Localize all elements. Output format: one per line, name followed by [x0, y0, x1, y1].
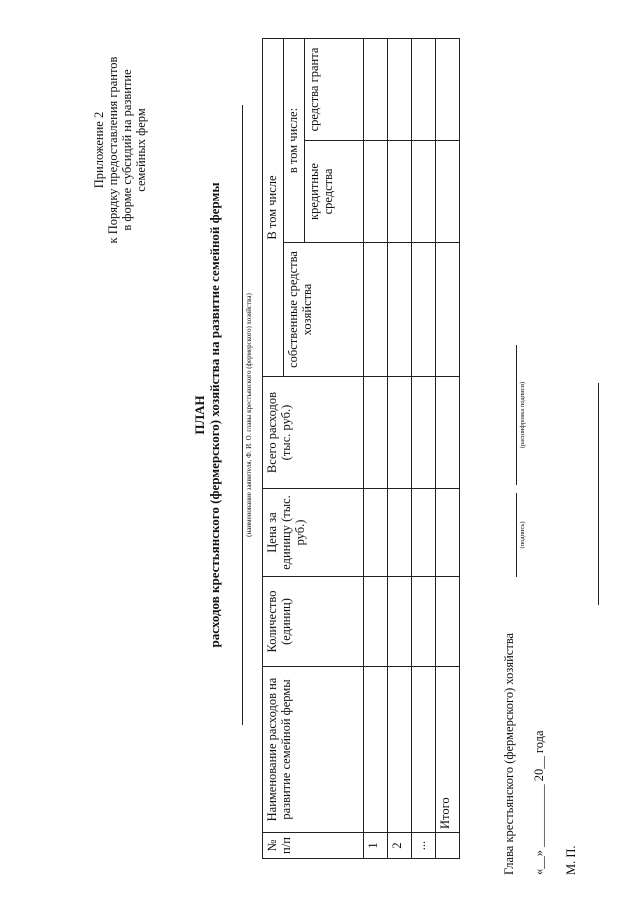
- appendix-line: в форме субсидий на развитие: [120, 69, 134, 231]
- cell-expense-name: [412, 667, 436, 833]
- header-quantity: Количество (единиц): [263, 577, 364, 667]
- header-expense-name: Наименование расходов на развитие семейной фермы: [263, 667, 364, 833]
- cell-grant-funds: [388, 38, 412, 140]
- signature-line: [516, 493, 517, 577]
- appendix-title: Приложение 2: [92, 111, 106, 189]
- farm-head-label: Глава крестьянского (фермерского) хозяйства: [502, 632, 516, 875]
- cell-own-funds: [364, 243, 388, 377]
- cell-credit-funds: [388, 141, 412, 243]
- cell-credit-funds: [436, 141, 460, 243]
- expense-plan-table: [262, 38, 460, 859]
- table-row: [388, 38, 412, 858]
- document-title: [192, 105, 222, 725]
- header-total: Всего расходов (тыс. руб.): [263, 377, 364, 489]
- header-credit-funds: кредитные средства: [305, 141, 364, 243]
- cell-expense-name: [364, 667, 388, 833]
- cell-expense-name: [388, 667, 412, 833]
- cell-price: [388, 489, 412, 577]
- signature-decode-line: [516, 345, 517, 485]
- stamp-place-label: М. П.: [564, 845, 578, 875]
- cell-quantity: [364, 577, 388, 667]
- cell-own-funds: [388, 243, 412, 377]
- total-label: Итого: [436, 667, 460, 833]
- header-row: [263, 38, 284, 858]
- cell-price: [412, 489, 436, 577]
- signature-decode-caption: (расшифровка подписи): [519, 381, 526, 449]
- cell-grant-funds: [364, 38, 388, 140]
- header-price: Цена за единицу (тыс. руб.): [263, 489, 364, 577]
- title-subtitle: расходов крестьянского (фермерского) хозяйства на развитие семейной фермы: [207, 182, 222, 648]
- table-row: [412, 38, 436, 858]
- header-grant-funds: средства гранта: [305, 38, 364, 140]
- header-of-which: в том числе:: [284, 38, 305, 242]
- cell-quantity: [388, 577, 412, 667]
- signature-caption: (подпись): [519, 521, 526, 549]
- cell-own-funds: [412, 243, 436, 377]
- cell-credit-funds: [364, 141, 388, 243]
- cell-empty: [436, 833, 460, 859]
- appendix-line: к Порядку предоставления грантов: [106, 56, 120, 244]
- cell-total: [412, 377, 436, 489]
- cell-credit-funds: [412, 141, 436, 243]
- applicant-field-caption: (наименование заявителя, Ф. И. О. главы крестьянского (фермерского) хозяйства): [245, 293, 253, 537]
- title-main: ПЛАН: [192, 395, 207, 435]
- appendix-line: семейных ферм: [134, 108, 148, 192]
- cell-price: [364, 489, 388, 577]
- row-number: 1: [364, 833, 388, 859]
- cell-price: [436, 489, 460, 577]
- applicant-field-line: [242, 105, 243, 725]
- cell-own-funds: [436, 243, 460, 377]
- header-including: В том числе: [263, 38, 284, 376]
- date-field: «__» __________ 20__ года: [532, 730, 546, 875]
- cell-quantity: [436, 577, 460, 667]
- row-number: ...: [412, 833, 436, 859]
- cell-grant-funds: [436, 38, 460, 140]
- total-row: [436, 38, 460, 858]
- table-row: [364, 38, 388, 858]
- cell-total: [436, 377, 460, 489]
- appendix-header: [92, 45, 148, 255]
- cell-grant-funds: [412, 38, 436, 140]
- cell-total: [364, 377, 388, 489]
- cell-total: [388, 377, 412, 489]
- cell-quantity: [412, 577, 436, 667]
- blank-line: [598, 383, 599, 605]
- row-number: 2: [388, 833, 412, 859]
- header-own-funds: собственные средства хозяйства: [284, 243, 364, 377]
- header-num: № п/п: [263, 833, 364, 859]
